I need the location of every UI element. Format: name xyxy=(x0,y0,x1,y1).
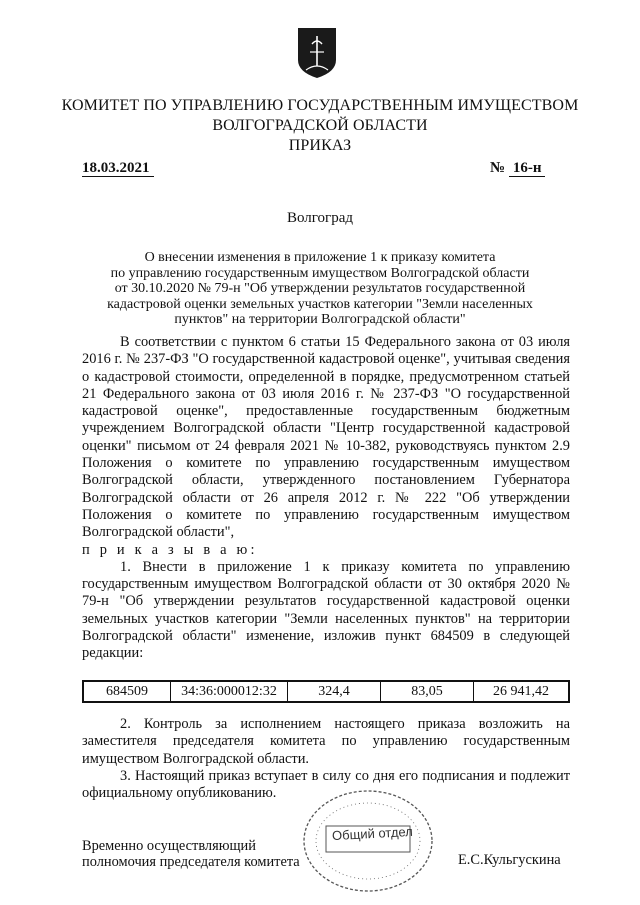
subject-line: кадастровой оценки земельных участков категории "Земли населенных xyxy=(107,296,533,312)
signatory-position-line1: Временно осуществляющий xyxy=(82,838,256,854)
subject-line: О внесении изменения в приложение 1 к приказу комитета xyxy=(144,250,496,265)
item-1-paragraph: 1. Внести в приложение 1 к приказу комитета по управлению государственным имуществом Волгоградской области от 30 октября 2020 № 79-н "Об утверждении результатов государственной кадастровой оценки земельных участков категории "Земли населенных пунктов" на территории Волгоградской области" изменение, изложив пункт 684509 в следующей редакции: xyxy=(82,558,570,662)
order-number xyxy=(490,160,545,177)
item-2-paragraph: 2. Контроль за исполнением настоящего приказа возложить на заместителя председателя комитета по управлению государственным имуществом Волгоградской области. xyxy=(82,716,570,767)
signatory-name: Е.С.Кульгускина xyxy=(458,852,561,868)
order-number-prefix: № xyxy=(490,160,506,176)
preamble-paragraph: В соответствии с пунктом 6 статьи 15 Федерального закона от 03 июля 2016 г. № 237-ФЗ "О государственной кадастровой оценке", учитывая сведения о кадастровой стоимости, определенной в порядке, предусмотренном статьей 21 Федерального закона от 03 июля 2016 г. № 237-ФЗ "О государственной кадастровой оценке", предоставленные государственным бюджетным учреждением Волгоградской области "Центр государственной кадастровой оценки" письмом от 24 февраля 2021 № 10-382, руководствуясь пунктом 2.9 Положения о комитете по управлению государственным имуществом Волгоградской области, утвержденного постановлением Губернатора Волгоградской области от 26 апреля 2012 г. № 222 "Об утверждении Положения о комитете по управлению государственным имуществом Волгоградской области", xyxy=(82,334,570,541)
cadastral-value-table xyxy=(82,680,570,703)
order-number-value: 16-н xyxy=(509,160,546,177)
signatory-position-line2: полномочия председателя комитета xyxy=(82,854,300,870)
signatory-position xyxy=(82,838,300,870)
order-body xyxy=(82,334,570,663)
city: Волгоград xyxy=(286,210,353,226)
table-cell-specific-value: 83,05 xyxy=(381,681,474,702)
table-row xyxy=(83,681,569,702)
coat-of-arms-emblem xyxy=(296,26,338,80)
table-cell-item-number: 684509 xyxy=(83,681,171,702)
item-3-paragraph: 3. Настоящий приказ вступает в силу со дня его подписания и подлежит официальному опубликованию. xyxy=(82,767,570,802)
table-cell-cadastral-value: 26 941,42 xyxy=(474,681,570,702)
order-subject xyxy=(0,250,640,328)
document-type: ПРИКАЗ xyxy=(288,137,352,154)
subject-line: пунктов" на территории Волгоградской области" xyxy=(174,312,466,327)
organization-name-line1: КОМИТЕТ ПО УПРАВЛЕНИЮ ГОСУДАРСТВЕННЫМ ИМУЩЕСТВОМ xyxy=(61,97,579,114)
organization-name-line2: ВОЛГОГРАДСКОЙ ОБЛАСТИ xyxy=(212,117,428,134)
order-word: п р и к а з ы в а ю: xyxy=(82,541,258,558)
stamp-text: Общий отдел xyxy=(331,823,414,844)
table-cell-area: 324,4 xyxy=(288,681,381,702)
order-date xyxy=(82,160,154,177)
order-date-value: 18.03.2021 xyxy=(82,160,154,177)
subject-line: от 30.10.2020 № 79-н "Об утверждении результатов государственной xyxy=(114,281,526,296)
subject-line: по управлению государственным имуществом Волгоградской области xyxy=(110,265,530,281)
table-cell-cadastral-number: 34:36:000012:32 xyxy=(171,681,288,702)
